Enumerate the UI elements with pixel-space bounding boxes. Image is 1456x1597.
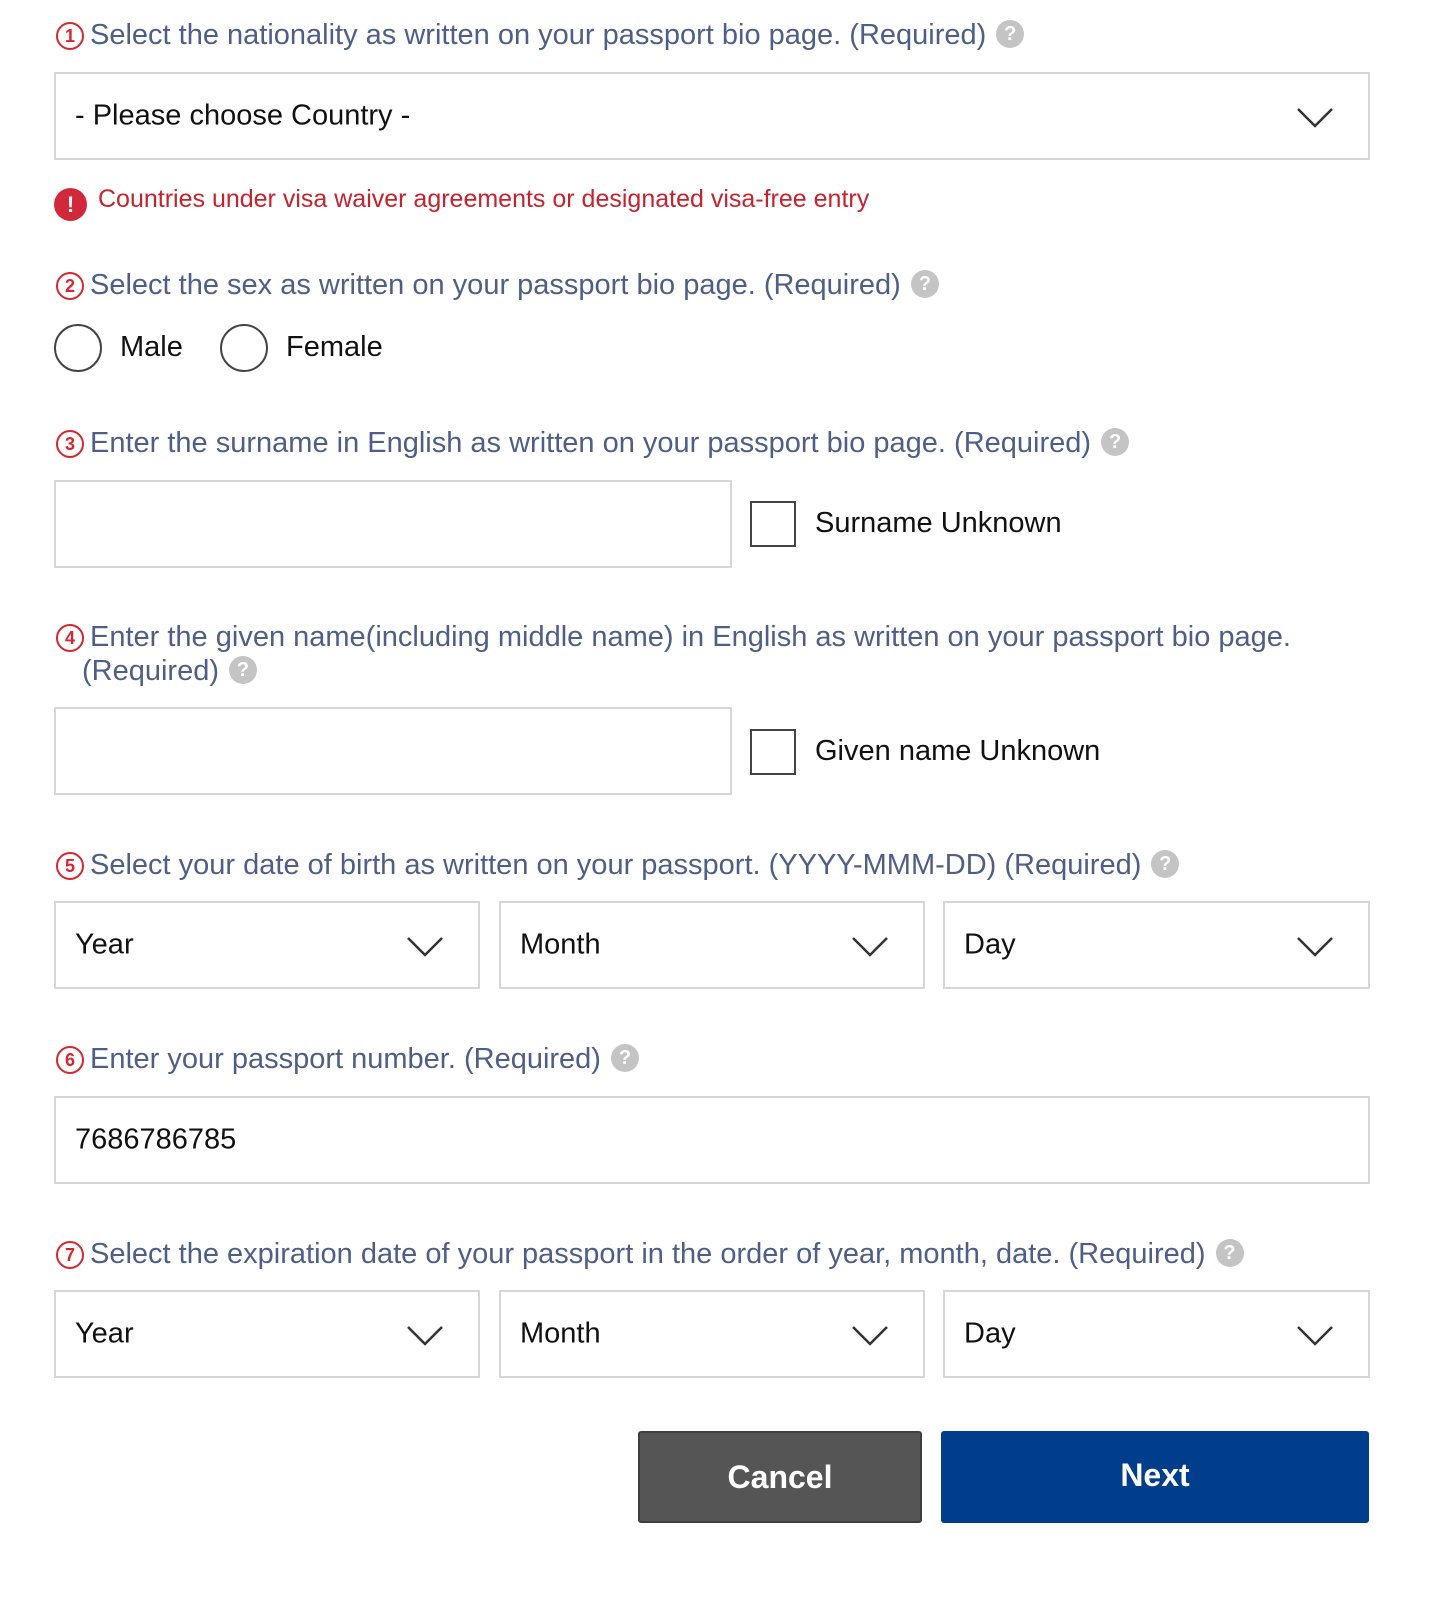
given-name-unknown-checkbox[interactable] <box>750 729 796 775</box>
question-2-label <box>56 268 939 302</box>
question-text: Enter the surname in English as written on your passport bio page. (Required) <box>90 427 1092 459</box>
sex-female-label[interactable]: Female <box>286 331 383 363</box>
birth-day-select-value: Day <box>964 928 1016 961</box>
question-number-badge: 3 <box>56 430 84 458</box>
expiry-day-select[interactable] <box>943 1290 1370 1378</box>
question-text-required: (Required) <box>82 655 219 687</box>
question-number-badge: 2 <box>56 272 84 300</box>
expiry-day-select-value: Day <box>964 1317 1016 1350</box>
exclamation-circle-icon: ! <box>54 188 87 221</box>
surname-unknown-label[interactable]: Surname Unknown <box>815 507 1062 539</box>
birth-day-select[interactable] <box>943 901 1370 989</box>
chevron-down-icon <box>406 936 444 958</box>
question-text: Select the sex as written on your passport bio page. (Required) <box>90 269 901 301</box>
question-6-label <box>56 1042 639 1076</box>
question-1-label <box>56 18 1024 52</box>
help-icon[interactable]: ? <box>229 656 257 684</box>
expiry-month-select[interactable] <box>499 1290 925 1378</box>
next-button[interactable]: Next <box>941 1431 1369 1523</box>
question-7-label <box>56 1237 1244 1271</box>
chevron-down-icon <box>851 1325 889 1347</box>
question-text: Select the nationality as written on your passport bio page. (Required) <box>90 19 987 51</box>
chevron-down-icon <box>406 1325 444 1347</box>
question-4-label <box>56 620 1356 688</box>
cancel-button[interactable]: Cancel <box>638 1431 922 1523</box>
question-text: Enter the given name(including middle name) in English as written on your passport bio page. <box>90 621 1291 653</box>
sex-male-label[interactable]: Male <box>120 331 183 363</box>
question-number-badge: 1 <box>56 22 84 50</box>
question-text: Select the expiration date of your passport in the order of year, month, date. (Required) <box>90 1238 1206 1270</box>
question-number-badge: 7 <box>56 1241 84 1269</box>
question-3-label <box>56 426 1129 460</box>
chevron-down-icon <box>1296 1325 1334 1347</box>
warning-text[interactable]: Countries under visa waiver agreements or designated visa-free entry <box>98 185 870 213</box>
chevron-down-icon <box>851 936 889 958</box>
chevron-down-icon <box>1296 107 1334 129</box>
help-icon[interactable]: ? <box>1101 428 1129 456</box>
nationality-select-value: - Please choose Country - <box>75 99 411 132</box>
birth-year-select[interactable] <box>54 901 480 989</box>
surname-input[interactable] <box>54 480 732 568</box>
help-icon[interactable]: ? <box>911 270 939 298</box>
help-icon[interactable]: ? <box>996 20 1024 48</box>
question-number-badge: 5 <box>56 852 84 880</box>
expiry-year-select-value: Year <box>75 1317 134 1350</box>
surname-unknown-checkbox[interactable] <box>750 501 796 547</box>
help-icon[interactable]: ? <box>1216 1239 1244 1267</box>
given-name-input[interactable] <box>54 707 732 795</box>
expiry-year-select[interactable] <box>54 1290 480 1378</box>
passport-number-input[interactable] <box>54 1096 1370 1184</box>
help-icon[interactable]: ? <box>1151 850 1179 878</box>
birth-month-select[interactable] <box>499 901 925 989</box>
visa-waiver-warning <box>54 178 869 221</box>
given-name-unknown-label[interactable]: Given name Unknown <box>815 735 1101 767</box>
question-text: Enter your passport number. (Required) <box>90 1043 601 1075</box>
question-5-label <box>56 848 1179 882</box>
sex-female-radio[interactable] <box>220 324 268 372</box>
question-number-badge: 6 <box>56 1046 84 1074</box>
birth-year-select-value: Year <box>75 928 134 961</box>
help-icon[interactable]: ? <box>611 1044 639 1072</box>
question-number-badge: 4 <box>56 624 84 652</box>
sex-male-radio[interactable] <box>54 324 102 372</box>
chevron-down-icon <box>1296 936 1334 958</box>
birth-month-select-value: Month <box>520 928 601 961</box>
nationality-select[interactable] <box>54 72 1370 160</box>
passport-number-value: 7686786785 <box>75 1123 237 1156</box>
question-text: Select your date of birth as written on your passport. (YYYY-MMM-DD) (Required) <box>90 849 1142 881</box>
expiry-month-select-value: Month <box>520 1317 601 1350</box>
